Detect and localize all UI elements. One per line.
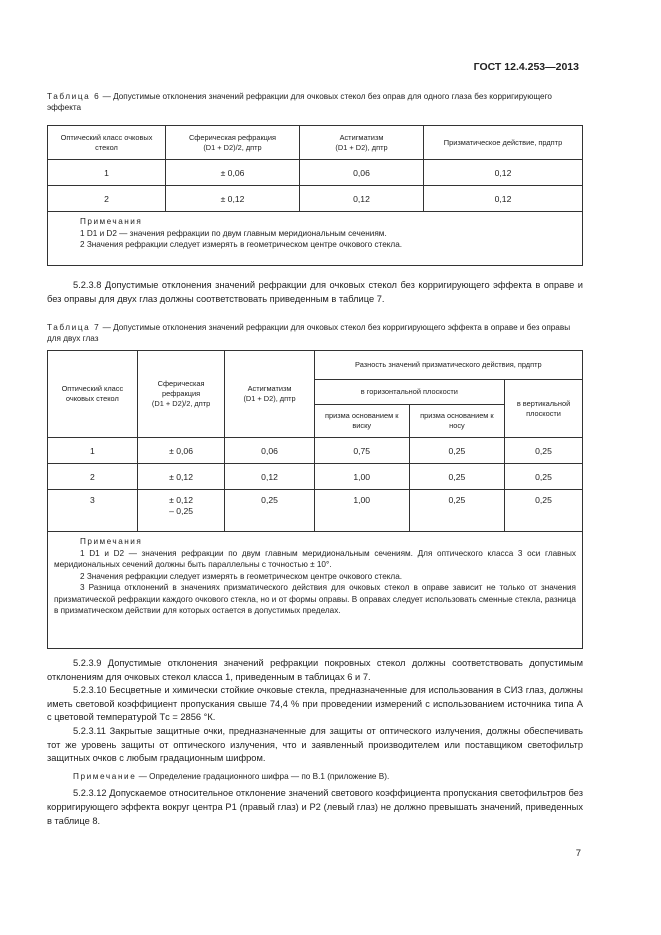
- t7-head-astig: Астигматизм (D1 + D2), дптр: [225, 351, 314, 438]
- t6-cell-class: 2: [48, 186, 166, 212]
- table6-caption-text: — Допустимые отклонения значений рефракции для очковых стекол без оправ для одного глаза без корригирующего эффекта: [47, 92, 552, 112]
- t7-head-class: Оптический класс очковых стекол: [48, 351, 138, 438]
- t7-cell-spherical: ± 0,12 – 0,25: [137, 490, 225, 532]
- note-gradation: [47, 770, 583, 784]
- paragraph-5238: 5.2.3.8 Допустимые отклонения значений рефракции для очковых стекол без корригирующего эффекта в оправе и без оправы для двух глаз должны соответствовать приведенным в таблице 7.: [47, 280, 583, 304]
- t7-cell-class: 3: [48, 490, 138, 532]
- t6-head-class: Оптический класс очковых стекол: [48, 126, 166, 160]
- t7-cell-temple: 1,00: [314, 464, 409, 490]
- t7-note-2: 2 Значения рефракции следует измерять в геометрическом центре очкового стекла.: [80, 571, 403, 581]
- t7-cell-astig: 0,25: [225, 490, 314, 532]
- page-number: 7: [575, 848, 581, 859]
- t6-cell-astig: 0,06: [300, 160, 424, 186]
- t7-cell-spherical: ± 0,12: [137, 464, 225, 490]
- t7-cell-nose: 0,25: [409, 464, 504, 490]
- table7-notes: [48, 532, 583, 649]
- standard-header: ГОСТ 12.4.253—2013: [473, 61, 579, 73]
- paragraph-52311: 5.2.3.11 Закрытые защитные очки, предназначенные для защиты от оптического излучения, должны обеспечивать тот же уровень защиты от оптического излучения, что и заявленный производителем или поставщиком светофильтр защитных очков с любым градационным шифром.: [47, 725, 583, 764]
- t7-cell-spherical: ± 0,06: [137, 438, 225, 464]
- t7-head-base-temple: призма основанием к виску: [314, 405, 409, 438]
- t7-cell-spherical-second: – 0,25: [169, 505, 194, 516]
- t7-cell-vertical: 0,25: [505, 438, 583, 464]
- t6-cell-astig: 0,12: [300, 186, 424, 212]
- t7-cell-temple: 1,00: [314, 490, 409, 532]
- t6-note-1: 1 D1 и D2 — значения рефракции по двум главным меридиональным сечениям.: [80, 228, 387, 238]
- note-gradation-label: Примечание: [73, 771, 137, 781]
- t6-cell-class: 1: [48, 160, 166, 186]
- t7-cell-class: 1: [48, 438, 138, 464]
- table-row: [48, 490, 583, 532]
- t6-cell-spherical: ± 0,06: [166, 160, 300, 186]
- table-row: [48, 464, 583, 490]
- t6-cell-prism: 0,12: [424, 160, 583, 186]
- t6-head-astig-formula: (D1 + D2), дптр: [335, 142, 388, 152]
- t6-notes-title: Примечания: [80, 217, 143, 226]
- t7-cell-nose: 0,25: [409, 490, 504, 532]
- paragraph-5239: 5.2.3.9 Допустимые отклонения значений рефракции покровных стекол должны соответствовать допустимым отклонениям для очковых стекол класса 1, приведенным в таблицах 6 и 7.: [47, 658, 583, 682]
- t7-note-3: 3 Разница отклонений в значениях призматического действия для очковых стекол в оправе зависит не только от значения призматической рефракции каждого очкового стекла, но и от формы оправы. В оправах следует использовать сменные стекла, разница в призматическом действии для которых остается в допустимых пределах.: [54, 583, 576, 615]
- body-paragraphs: [47, 657, 583, 828]
- table7-caption: [47, 322, 583, 344]
- t6-cell-spherical: ± 0,12: [166, 186, 300, 212]
- t7-head-spherical: Сферическая рефракция (D1 + D2)/2, дптр: [137, 351, 225, 438]
- t7-cell-vertical: 0,25: [505, 490, 583, 532]
- t7-cell-class: 2: [48, 464, 138, 490]
- table-row: [48, 438, 583, 464]
- t7-head-astig-formula: (D1 + D2), дптр: [243, 394, 296, 403]
- table6-caption: [47, 91, 583, 113]
- t7-cell-astig: 0,12: [225, 464, 314, 490]
- note-gradation-text: — Определение градационного шифра — по В.1 (приложение В).: [136, 771, 390, 781]
- t6-cell-prism: 0,12: [424, 186, 583, 212]
- table6: [47, 125, 583, 266]
- t6-head-prism: Призматическое действие, прдптр: [424, 126, 583, 160]
- t7-note-1: 1 D1 и D2 — значения рефракции по двум главным меридиональным сечениям. Для оптического класса 3 оси главных меридиональных сечений должны быть параллельны с точностью ± 10°.: [54, 548, 576, 569]
- t6-head-astig: Астигматизм (D1 + D2), дптр: [300, 126, 424, 160]
- table6-notes: [48, 212, 583, 266]
- table7: [47, 350, 583, 649]
- t7-head-spherical-formula: (D1 + D2)/2, дптр: [151, 399, 211, 408]
- t7-cell-astig: 0,06: [225, 438, 314, 464]
- t7-cell-temple: 0,75: [314, 438, 409, 464]
- t7-head-vertical: в вертикальной плоскости: [505, 380, 583, 438]
- t6-head-spherical: Сферическая рефракция (D1 + D2)/2, дптр: [166, 126, 300, 160]
- paragraph-52310: 5.2.3.10 Бесцветные и химически стойкие очковые стекла, предназначенные для использования в СИЗ глаз, должны иметь световой коэффициент пропускания свыше 74,4 % при проведении измерений с использованием источника типа А с цветовой температурой Tс = 2856 °К.: [47, 685, 583, 723]
- table-row: [48, 186, 583, 212]
- table7-caption-text: — Допустимые отклонения значений рефракции для очковых стекол без корригирующего эффекта в оправе и без оправы для двух глаз: [47, 323, 571, 343]
- t7-cell-vertical: 0,25: [505, 464, 583, 490]
- t6-note-2: 2 Значения рефракции следует измерять в геометрическом центре очкового стекла.: [80, 240, 403, 249]
- t7-head-prism-diff: Разность значений призматического действия, прдптр: [314, 351, 582, 380]
- paragraph-52312: 5.2.3.12 Допускаемое относительное отклонение значений светового коэффициента пропускания светофильтров без корригирующего эффекта вокруг центра P1 (правый глаз) и P2 (левый глаз) не должно превышать значений, приведенных в таблице 8.: [47, 788, 583, 826]
- table6-caption-label: Таблица 6: [47, 92, 101, 101]
- t6-head-spherical-formula: (D1 + D2)/2, дптр: [203, 142, 262, 152]
- t7-notes-title: Примечания: [80, 537, 143, 546]
- table-row: [48, 160, 583, 186]
- table7-caption-label: Таблица 7: [47, 323, 101, 332]
- t7-head-horizontal: в горизонтальной плоскости: [314, 380, 504, 405]
- t7-cell-nose: 0,25: [409, 438, 504, 464]
- t7-head-base-nose: призма основанием к носу: [409, 405, 504, 438]
